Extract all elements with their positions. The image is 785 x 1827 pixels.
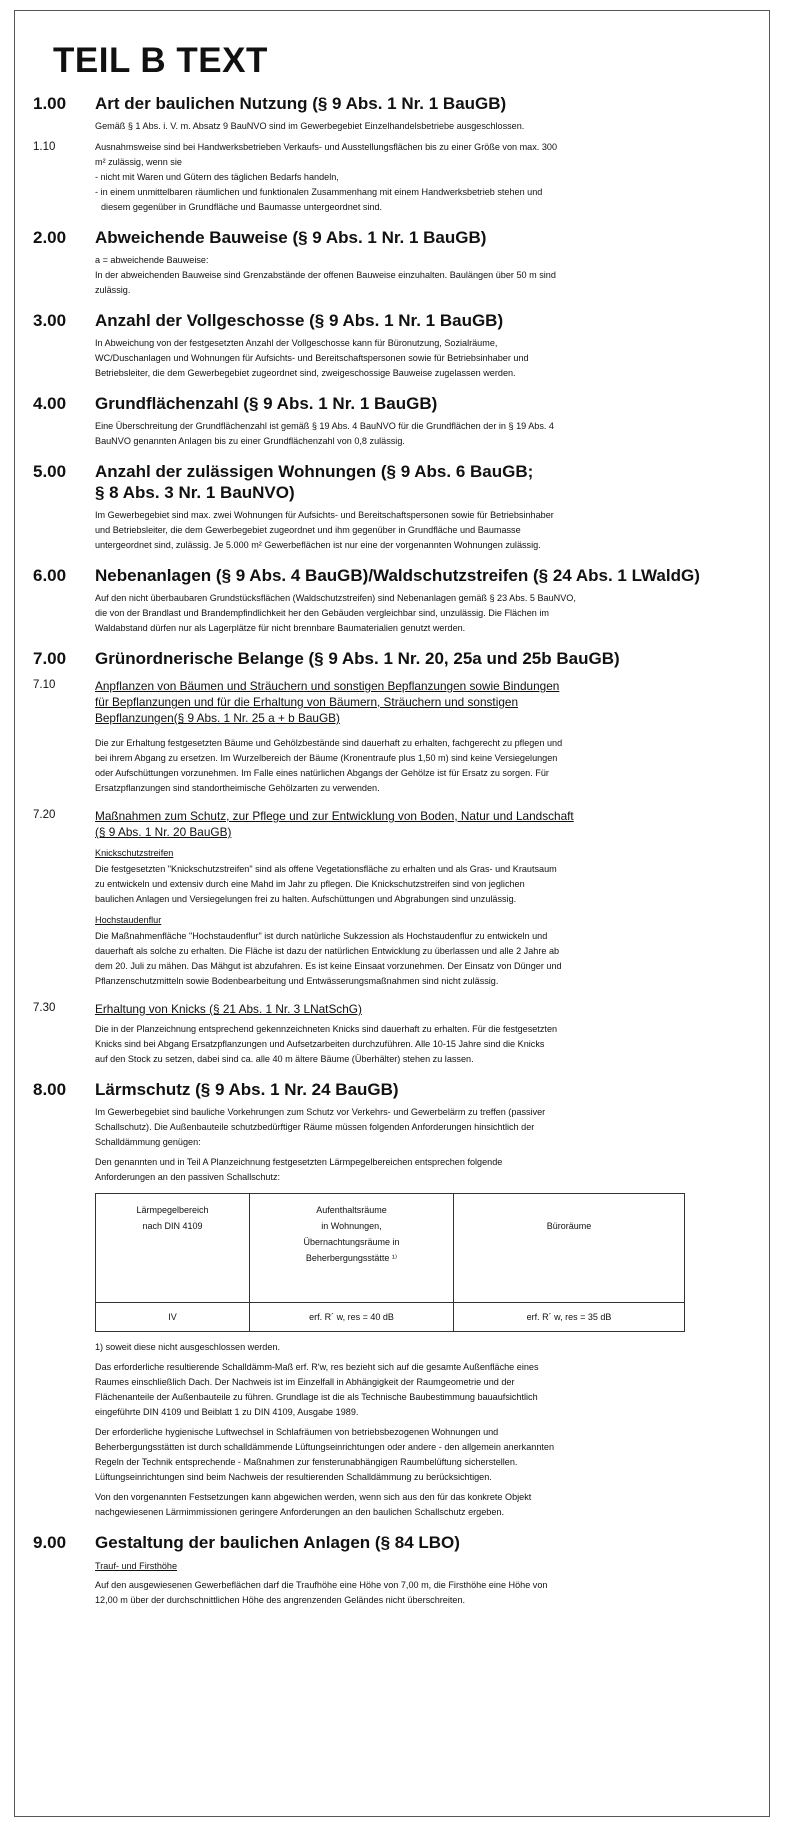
section-number: 3.00	[33, 311, 67, 330]
text-line: Ausnahmsweise sind bei Handwerksbetrieben Verkaufs- und Ausstellungsflächen bis zu einer Größe von max. 300	[95, 142, 558, 152]
text-line: Auf den nicht überbaubaren Grundstücksflächen (Waldschutzstreifen) sind Nebenanlagen gemäß § 23 Abs. 5 BauNVO,	[95, 593, 576, 603]
text-line: Die festgesetzten "Knickschutzstreifen" sind als offene Vegetationsfläche zu erhalten und als Gras- und Krautsaum	[95, 864, 557, 874]
text-line: diesem gegenüber in Grundfläche und Baumasse untergeordnet sind.	[101, 202, 383, 212]
section-title: Nebenanlagen (§ 9 Abs. 4 BauGB)/Waldschutzstreifen (§ 24 Abs. 1 LWaldG)	[95, 566, 700, 585]
text-line: nachgewiesenen Lärmimmissionen geringere Anforderungen an den baulichen Schallschutz ergeben.	[95, 1507, 504, 1517]
subheading-trauf-firsthoehe: Trauf- und Firsthöhe	[95, 1561, 178, 1571]
cell-line: in Wohnungen,	[321, 1221, 382, 1231]
section-8-body	[95, 1105, 755, 1520]
paragraph	[95, 591, 755, 636]
paragraph	[95, 1578, 755, 1608]
table-header-row	[96, 1194, 685, 1303]
cell-line: nach DIN 4109	[142, 1221, 203, 1231]
paragraph	[95, 419, 755, 449]
cell-line: Beherbergungsstätte ¹⁾	[305, 1253, 398, 1263]
section-5-body	[95, 508, 755, 553]
text-line: a = abweichende Bauweise:	[95, 255, 209, 265]
section-3-body	[95, 336, 755, 381]
subsection-number: 7.30	[33, 1002, 56, 1014]
table-cell: IV	[96, 1303, 250, 1332]
section-title: Abweichende Bauweise (§ 9 Abs. 1 Nr. 1 BauGB)	[95, 228, 487, 247]
subsection-title	[95, 808, 574, 840]
text-line: bei ihrem Abgang zu ersetzen. Im Wurzelbereich der Bäume (Kronentraufe plus 1,50 m) sind keine Versiegelungen	[95, 753, 558, 763]
section-title	[95, 461, 533, 503]
subsection-number: 7.20	[33, 809, 56, 821]
section-number: 2.00	[33, 228, 67, 247]
text-line: Im Gewerbegebiet sind max. zwei Wohnungen für Aufsichts- und Bereitschaftspersonen sowie für Betriebsinhaber	[95, 510, 554, 520]
paragraph	[95, 1022, 755, 1067]
text-line: Der erforderliche hygienische Luftwechsel in Schlafräumen von betriebsbezogenen Wohnungen und	[95, 1427, 499, 1437]
text-line: untergeordnet sind, zulässig. Je 5.000 m² Gewerbeflächen ist nur eine der vorgenannten Wohnungen zulässig.	[95, 540, 541, 550]
section-title: Grünordnerische Belange (§ 9 Abs. 1 Nr. 20, 25a und 25b BauGB)	[95, 649, 620, 668]
text-line: zulässig.	[95, 285, 131, 295]
section-7-30-body	[95, 1022, 755, 1067]
paragraph	[95, 736, 755, 796]
section-7-30-heading	[33, 1001, 755, 1017]
section-1-body	[95, 119, 755, 134]
footnote: 1) soweit diese nicht ausgeschlossen werden.	[95, 1342, 281, 1352]
text-line: Auf den ausgewiesenen Gewerbeflächen darf die Traufhöhe eine Höhe von 7,00 m, die Firsthöhe eine Höhe von	[95, 1580, 548, 1590]
text-line: m² zulässig, wenn sie	[95, 157, 182, 167]
table-header-cell	[96, 1194, 250, 1303]
title-line: Anpflanzen von Bäumen und Sträuchern und sonstigen Bepflanzungen sowie Bindungen	[95, 679, 560, 693]
section-number: 6.00	[33, 566, 67, 585]
table-row	[96, 1303, 685, 1332]
text-line: dauerhaft als solche zu erhalten. Die Fläche ist dazu der natürlichen Entwicklung zu überlassen und alle 2 Jahre ab	[95, 946, 560, 956]
section-number: 5.00	[33, 462, 67, 481]
text-line: Lüftungseinrichtungen sind beim Nachweis der resultierenden Schalldämmung zu berücksichtigen.	[95, 1472, 492, 1482]
text-line: WC/Duschanlagen und Wohnungen für Aufsichts- und Bereitschaftspersonen sowie für Betriebsinhaber und	[95, 353, 529, 363]
table-cell: erf. R´ w, res = 40 dB	[250, 1303, 454, 1332]
section-title: Art der baulichen Nutzung (§ 9 Abs. 1 Nr. 1 BauGB)	[95, 94, 507, 113]
text-line: Das erforderliche resultierende Schalldämm-Maß erf. R'w, res bezieht sich auf die gesamte Außenfläche eines	[95, 1362, 539, 1372]
paragraph	[95, 336, 755, 381]
subsection-title	[95, 678, 559, 726]
section-6-body	[95, 591, 755, 636]
section-number: 8.00	[33, 1080, 67, 1099]
section-7-10-heading	[33, 678, 755, 726]
noise-requirements-table	[95, 1193, 685, 1332]
paragraph	[95, 253, 755, 298]
text-line: Im Gewerbegebiet sind bauliche Vorkehrungen zum Schutz vor Verkehrs- und Gewerbelärm zu treffen (passiver	[95, 1107, 546, 1117]
paragraph	[95, 929, 755, 989]
section-3-heading	[33, 310, 755, 331]
text-line: 12,00 m über der durchschnittlichen Höhe des angrenzenden Geländes nicht überschreiten.	[95, 1595, 466, 1605]
section-8-heading	[33, 1079, 755, 1100]
subheading-knickschutzstreifen: Knickschutzstreifen	[95, 848, 174, 858]
cell-line: Übernachtungsräume in	[303, 1237, 400, 1247]
section-4-body	[95, 419, 755, 449]
text-line: oder Aufschüttungen vorzunehmen. Im Falle eines natürlichen Abgangs der Gehölze ist für Ersatz zu sorgen. Für	[95, 768, 549, 778]
text-line: BauNVO genannten Anlagen bis zu einer Grundflächenzahl von 0,8 zulässig.	[95, 436, 405, 446]
section-number: 9.00	[33, 1533, 67, 1552]
text-line: Schalldämmung genügen:	[95, 1137, 201, 1147]
text-line: Flächenanteile der Außenbauteile zu führen. Grundlage ist die als Technische Baubestimmung bauaufsichtlich	[95, 1392, 538, 1402]
section-5-heading	[33, 461, 755, 503]
text-line: Anforderungen an den passiven Schallschutz:	[95, 1172, 281, 1182]
section-title: Grundflächenzahl (§ 9 Abs. 1 Nr. 1 BauGB)	[95, 394, 438, 413]
paragraph	[95, 862, 755, 907]
subsection-title: Erhaltung von Knicks (§ 21 Abs. 1 Nr. 3 LNatSchG)	[95, 1002, 362, 1016]
text-line: Schallschutz). Die Außenbauteile schutzbedürftiger Räume müssen folgenden Anforderungen hinsichtlich der	[95, 1122, 535, 1132]
text-line: baulichen Anlagen und Versiegelungen frei zu halten. Aufschüttungen und Abgrabungen sind unzulässig.	[95, 894, 517, 904]
section-1-heading	[33, 93, 755, 114]
section-2-body	[95, 253, 755, 298]
text-line: Die Maßnahmenfläche "Hochstaudenflur" ist durch natürliche Sukzession als Hochstaudenflur zu entwickeln und	[95, 931, 548, 941]
text-line: Den genannten und in Teil A Planzeichnung festgesetzten Lärmpegelbereichen entsprechen folgende	[95, 1157, 503, 1167]
section-title: Gestaltung der baulichen Anlagen (§ 84 LBO)	[95, 1533, 460, 1552]
paragraph	[95, 140, 557, 215]
text-line: und Betriebsleiter, die dem Gewerbegebiet zugeordnet und ihm gegenüber in Grundfläche und Baumasse	[95, 525, 521, 535]
text-line: - nicht mit Waren und Gütern des täglichen Bedarfs handeln,	[95, 172, 339, 182]
text-line: Beherbergungsstätten ist durch schalldämmende Lüftungseinrichtungen oder andere - den allgemein anerkannten	[95, 1442, 555, 1452]
text-line: Von den vorgenannten Festsetzungen kann abgewichen werden, wenn sich aus den für das konkrete Objekt	[95, 1492, 532, 1502]
section-title: Anzahl der Vollgeschosse (§ 9 Abs. 1 Nr. 1 BauGB)	[95, 311, 504, 330]
paragraph	[95, 1360, 755, 1420]
section-7-10-body	[95, 736, 755, 796]
text-line: die von der Brandlast und Brandempfindlichkeit her den Gebäuden vergleichbar sind, unzulässig. Die Flächen im	[95, 608, 549, 618]
text-line: Eine Überschreitung der Grundflächenzahl ist gemäß § 19 Abs. 4 BauNVO für die Grundflächen der in § 19 Abs. 4	[95, 421, 554, 431]
subheading-hochstaudenflur: Hochstaudenflur	[95, 915, 162, 925]
section-7-20-heading	[33, 808, 755, 840]
text-line: Regeln der Technik entsprechende - Maßnahmen zur fensterunabhängigen Raumbelüftung sicherstellen.	[95, 1457, 518, 1467]
cell-line: Aufenthaltsräume	[316, 1205, 387, 1215]
title-line: Bepflanzungen(§ 9 Abs. 1 Nr. 25 a + b BauGB)	[95, 711, 340, 725]
text-line: Raumes einschließlich Dach. Der Nachweis ist im Einzelfall in Abhängigkeit der Raumgeometrie und der	[95, 1377, 515, 1387]
text-line: In der abweichenden Bauweise sind Grenzabstände der offenen Bauweise einzuhalten. Baulängen über 50 m sind	[95, 270, 556, 280]
title-line: § 8 Abs. 3 Nr. 1 BauNVO)	[95, 483, 295, 502]
section-1-10	[33, 140, 755, 215]
text-line: Ersatzpflanzungen sind standortheimische Gehölzarten zu verwenden.	[95, 783, 380, 793]
section-6-heading	[33, 565, 755, 586]
title-line: Maßnahmen zum Schutz, zur Pflege und zur Entwicklung von Boden, Natur und Landschaft	[95, 809, 574, 823]
paragraph	[95, 1155, 755, 1185]
text-line: - in einem unmittelbaren räumlichen und funktionalen Zusammenhang mit einem Handwerksbetrieb stehen und	[95, 187, 543, 197]
section-number: 4.00	[33, 394, 67, 413]
text-line: Die zur Erhaltung festgesetzten Bäume und Gehölzbestände sind dauerhaft zu erhalten, fachgerecht zu pflegen und	[95, 738, 563, 748]
title-line: (§ 9 Abs. 1 Nr. 20 BauGB)	[95, 825, 232, 839]
text-line: Pflanzenschutzmitteln sowie Bodenbearbeitung und Entwässerungsmaßnahmen sind nicht zulässig.	[95, 976, 499, 986]
text-line: Waldabstand dürfen nur als Lagerplätze für nicht brennbare Baumaterialien genutzt werden.	[95, 623, 466, 633]
section-title: Lärmschutz (§ 9 Abs. 1 Nr. 24 BauGB)	[95, 1080, 399, 1099]
section-number: 1.00	[33, 94, 67, 113]
document-content	[33, 41, 755, 1608]
section-9-body	[95, 1559, 755, 1608]
cell-line: Lärmpegelbereich	[136, 1205, 209, 1215]
page-title: TEIL B TEXT	[53, 41, 268, 80]
document-page	[14, 10, 770, 1817]
text-line: zu entwickeln und extensiv durch eine Mahd im Jahr zu pflegen. Die Knickschutzstreifen sind von jeglichen	[95, 879, 525, 889]
subsection-number: 7.10	[33, 679, 56, 691]
title-line: Anzahl der zulässigen Wohnungen (§ 9 Abs. 6 BauGB;	[95, 462, 534, 481]
text-line: Die in der Planzeichnung entsprechend gekennzeichneten Knicks sind dauerhaft zu erhalten. Für die festgesetzten	[95, 1024, 558, 1034]
text-line: eingeführte DIN 4109 und Beiblatt 1 zu DIN 4109, Ausgabe 1989.	[95, 1407, 359, 1417]
paragraph	[95, 1425, 755, 1485]
section-9-heading	[33, 1532, 755, 1553]
table-header-cell	[454, 1194, 685, 1303]
paragraph: Gemäß § 1 Abs. i. V. m. Absatz 9 BauNVO sind im Gewerbegebiet Einzelhandelsbetriebe ausgeschlossen.	[95, 121, 525, 131]
text-line: Betriebsleiter, die dem Gewerbegebiet zugeordnet sind, zweigeschossige Bauweise zugelassen werden.	[95, 368, 516, 378]
table-cell: erf. R´ w, res = 35 dB	[454, 1303, 685, 1332]
text-line: In Abweichung von der festgesetzten Anzahl der Vollgeschosse kann für Büronutzung, Sozialräume,	[95, 338, 498, 348]
text-line: Knicks sind bei Abgang Ersatzpflanzungen und Aufsetzarbeiten durchzuführen. Alle 10-15 Jahre sind die Knicks	[95, 1039, 545, 1049]
subsection-number: 1.10	[33, 141, 56, 153]
paragraph	[95, 1490, 755, 1520]
section-2-heading	[33, 227, 755, 248]
cell-line: Büroräume	[546, 1221, 592, 1231]
section-7-heading	[33, 648, 755, 669]
section-number: 7.00	[33, 649, 67, 668]
paragraph	[95, 1105, 755, 1150]
text-line: auf den Stock zu setzen, dabei sind ca. alle 40 m ältere Bäume (Überhälter) stehen zu lassen.	[95, 1054, 474, 1064]
paragraph	[95, 508, 755, 553]
section-7-20-body	[95, 846, 755, 989]
section-4-heading	[33, 393, 755, 414]
table-header-cell	[250, 1194, 454, 1303]
text-line: dem 20. Juli zu mähen. Das Mähgut ist abzufahren. Es ist keine Einsaat vorzunehmen. Der Einsatz von Dünger und	[95, 961, 562, 971]
title-line: für Bepflanzungen und für die Erhaltung von Bäumern, Sträuchern und sonstigen	[95, 695, 519, 709]
